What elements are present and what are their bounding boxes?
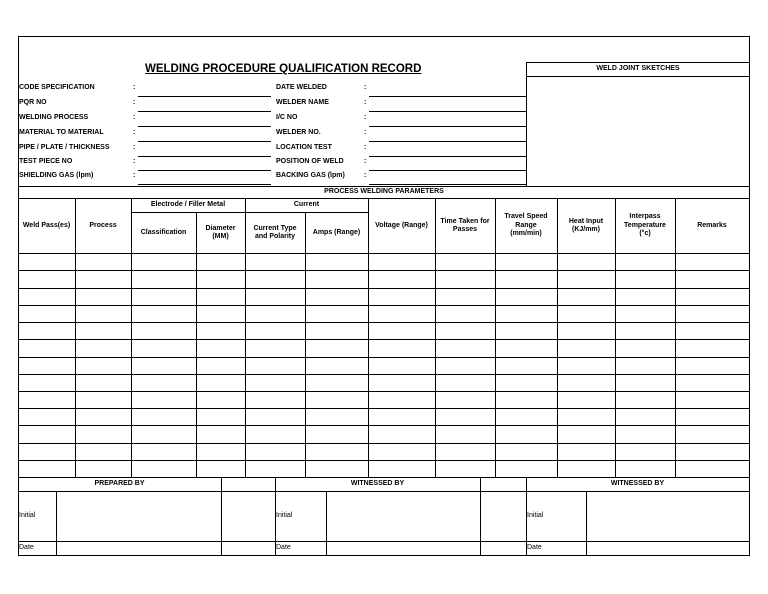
table-cell[interactable] [496, 323, 557, 339]
field-label: DATE WELDED [276, 84, 327, 91]
table-cell[interactable] [558, 358, 615, 374]
field-input[interactable] [138, 141, 270, 153]
form-title: WELDING PROCEDURE QUALIFICATION RECORD [145, 63, 422, 75]
field-colon: : [364, 84, 367, 91]
table-cell[interactable] [436, 271, 495, 288]
table-cell[interactable] [132, 254, 196, 270]
field-colon: : [364, 172, 367, 179]
travel-speed-header-line: (mm/min) [510, 230, 542, 238]
table-cell[interactable] [676, 323, 749, 339]
table-cell[interactable] [76, 392, 131, 408]
table-cell[interactable] [436, 306, 495, 322]
field-label: WELDER NAME [276, 99, 329, 106]
witnessed-by-header: WITNESSED BY [610, 479, 665, 487]
table-cell[interactable] [76, 306, 131, 322]
table-cell[interactable] [19, 392, 75, 408]
table-cell[interactable] [558, 254, 615, 270]
table-cell[interactable] [76, 461, 131, 477]
table-cell[interactable] [558, 409, 615, 425]
table-cell[interactable] [197, 323, 245, 339]
table-cell[interactable] [197, 375, 245, 391]
table-cell[interactable] [306, 271, 368, 288]
table-cell[interactable] [436, 426, 495, 443]
time-taken-header [435, 199, 495, 253]
table-cell[interactable] [676, 444, 749, 460]
interpass-temperature-header [615, 199, 675, 253]
table-cell[interactable] [19, 375, 75, 391]
table-cell[interactable] [558, 461, 615, 477]
table-cell[interactable] [76, 271, 131, 288]
field-label: SHIELDING GAS (lpm) [19, 172, 94, 179]
table-cell[interactable] [132, 323, 196, 339]
table-cell[interactable] [197, 461, 245, 477]
table-cell[interactable] [306, 289, 368, 305]
table-cell[interactable] [76, 289, 131, 305]
diameter-header [196, 213, 245, 253]
field-input[interactable] [138, 111, 270, 123]
diameter-header-line: (MM) [212, 233, 229, 240]
table-cell[interactable] [369, 254, 435, 270]
current-type-header-line: Current Type [253, 224, 297, 232]
field-colon: : [364, 114, 367, 121]
table-cell[interactable] [558, 340, 615, 357]
table-cell[interactable] [76, 426, 131, 443]
current-header: Current [293, 200, 320, 208]
table-cell[interactable] [306, 254, 368, 270]
table-cell[interactable] [369, 306, 435, 322]
table-cell[interactable] [76, 358, 131, 374]
table-cell[interactable] [558, 289, 615, 305]
rule-line [526, 62, 527, 186]
initial-label: Initial [19, 512, 36, 519]
table-cell[interactable] [19, 271, 75, 288]
table-cell[interactable] [246, 409, 305, 425]
table-cell[interactable] [616, 306, 675, 322]
field-label: BACKING GAS (lpm) [276, 172, 345, 179]
table-cell[interactable] [246, 306, 305, 322]
field-input[interactable] [138, 126, 270, 138]
classification-header: Classification [140, 228, 187, 236]
table-cell[interactable] [246, 254, 305, 270]
remarks-header: Remarks [697, 221, 727, 229]
field-label: WELDER NO. [276, 129, 321, 136]
table-cell[interactable] [306, 426, 368, 443]
table-cell[interactable] [558, 306, 615, 322]
rule-line [369, 184, 526, 185]
table-cell[interactable] [676, 375, 749, 391]
table-cell[interactable] [246, 426, 305, 443]
table-cell[interactable] [76, 444, 131, 460]
table-cell[interactable] [19, 426, 75, 443]
signature-box[interactable] [222, 478, 274, 554]
table-cell[interactable] [197, 426, 245, 443]
table-cell[interactable] [306, 323, 368, 339]
table-cell[interactable] [197, 271, 245, 288]
process-welding-parameters-header: PROCESS WELDING PARAMETERS [324, 187, 444, 195]
table-cell[interactable] [496, 254, 557, 270]
field-input[interactable] [138, 169, 270, 181]
table-cell[interactable] [558, 444, 615, 460]
heat-input-header [557, 199, 615, 253]
table-cell[interactable] [496, 444, 557, 460]
voltage-range-header: Voltage (Range) [375, 221, 428, 229]
table-cell[interactable] [246, 358, 305, 374]
table-cell[interactable] [132, 340, 196, 357]
table-cell[interactable] [369, 444, 435, 460]
rule-line [18, 186, 750, 187]
field-colon: : [133, 144, 136, 151]
table-cell[interactable] [436, 254, 495, 270]
table-cell[interactable] [246, 289, 305, 305]
table-cell[interactable] [19, 254, 75, 270]
initial-signature-field[interactable] [57, 492, 221, 540]
table-cell[interactable] [19, 409, 75, 425]
table-cell[interactable] [616, 289, 675, 305]
table-cell[interactable] [676, 254, 749, 270]
rule-line [526, 62, 750, 63]
table-cell[interactable] [496, 306, 557, 322]
initial-signature-field[interactable] [587, 492, 749, 540]
field-label: WELDING PROCESS [19, 114, 89, 121]
table-cell[interactable] [676, 271, 749, 288]
table-cell[interactable] [436, 392, 495, 408]
table-cell[interactable] [558, 375, 615, 391]
field-input[interactable] [369, 96, 525, 108]
table-cell[interactable] [496, 392, 557, 408]
field-input[interactable] [369, 155, 525, 167]
signature-box[interactable] [481, 478, 525, 554]
field-label: TEST PIECE NO [19, 158, 73, 165]
table-cell[interactable] [19, 444, 75, 460]
current-type-header [245, 213, 305, 253]
table-cell[interactable] [676, 392, 749, 408]
field-label: PQR NO [19, 99, 47, 106]
field-colon: : [364, 99, 367, 106]
field-label: POSITION OF WELD [276, 158, 344, 165]
table-cell[interactable] [369, 289, 435, 305]
travel-speed-header-line: Range [515, 221, 537, 229]
table-cell[interactable] [616, 271, 675, 288]
table-cell[interactable] [19, 323, 75, 339]
date-field[interactable] [327, 542, 480, 554]
date-field[interactable] [587, 542, 749, 554]
table-cell[interactable] [616, 358, 675, 374]
table-cell[interactable] [76, 340, 131, 357]
field-colon: : [364, 158, 367, 165]
table-cell[interactable] [76, 254, 131, 270]
table-cell[interactable] [436, 409, 495, 425]
table-cell[interactable] [369, 409, 435, 425]
table-cell[interactable] [369, 426, 435, 443]
table-cell[interactable] [369, 358, 435, 374]
field-label: LOCATION TEST [276, 144, 332, 151]
table-cell[interactable] [676, 358, 749, 374]
weld-joint-sketch-area[interactable] [528, 78, 748, 185]
table-cell[interactable] [676, 461, 749, 477]
table-cell[interactable] [132, 392, 196, 408]
field-label: CODE SPECIFICATION [19, 84, 95, 91]
table-cell[interactable] [197, 358, 245, 374]
table-cell[interactable] [616, 375, 675, 391]
time-taken-header-line: Passes [452, 226, 478, 233]
table-cell[interactable] [132, 461, 196, 477]
table-cell[interactable] [197, 306, 245, 322]
table-cell[interactable] [496, 271, 557, 288]
time-taken-header-line: Time Taken for [440, 217, 490, 225]
interpass-temperature-header-line: Temperature [624, 221, 666, 229]
table-cell[interactable] [496, 340, 557, 357]
date-label: Date [276, 544, 291, 551]
table-cell[interactable] [306, 461, 368, 477]
table-cell[interactable] [436, 358, 495, 374]
field-input[interactable] [138, 81, 270, 93]
table-cell[interactable] [306, 444, 368, 460]
field-colon: : [133, 114, 136, 121]
table-cell[interactable] [496, 289, 557, 305]
table-cell[interactable] [616, 426, 675, 443]
table-cell[interactable] [246, 444, 305, 460]
table-cell[interactable] [558, 392, 615, 408]
table-cell[interactable] [246, 375, 305, 391]
table-cell[interactable] [132, 426, 196, 443]
table-cell[interactable] [676, 409, 749, 425]
table-cell[interactable] [197, 409, 245, 425]
table-cell[interactable] [246, 461, 305, 477]
rule-line [18, 555, 750, 556]
current-type-header-line: and Polarity [254, 233, 296, 240]
table-cell[interactable] [436, 375, 495, 391]
table-cell[interactable] [558, 271, 615, 288]
date-label: Date [19, 544, 34, 551]
table-cell[interactable] [558, 426, 615, 443]
field-colon: : [133, 99, 136, 106]
rule-line [138, 184, 271, 185]
field-input[interactable] [369, 169, 525, 181]
weld-passes-header: Weld Pass(es) [22, 221, 71, 229]
field-label: I/C NO [276, 114, 298, 121]
table-cell[interactable] [369, 340, 435, 357]
table-cell[interactable] [369, 323, 435, 339]
table-cell[interactable] [369, 271, 435, 288]
field-colon: : [133, 172, 136, 179]
table-cell[interactable] [19, 340, 75, 357]
table-cell[interactable] [369, 375, 435, 391]
initial-label: Initial [276, 512, 293, 519]
travel-speed-header [495, 199, 557, 253]
table-cell[interactable] [306, 392, 368, 408]
table-cell[interactable] [76, 323, 131, 339]
weld-joint-sketches-header: WELD JOINT SKETCHES [596, 65, 680, 73]
field-colon: : [364, 129, 367, 136]
table-cell[interactable] [306, 358, 368, 374]
table-cell[interactable] [616, 444, 675, 460]
table-cell[interactable] [132, 306, 196, 322]
prepared-by-header: PREPARED BY [94, 479, 145, 487]
table-cell[interactable] [19, 289, 75, 305]
table-cell[interactable] [19, 306, 75, 322]
field-colon: : [133, 129, 136, 136]
field-label: PIPE / PLATE / THICKNESS [19, 144, 110, 151]
travel-speed-header-line: Travel Speed [504, 213, 548, 221]
table-cell[interactable] [132, 409, 196, 425]
field-input[interactable] [369, 81, 525, 93]
table-cell[interactable] [558, 323, 615, 339]
process-header: Process [89, 221, 117, 229]
field-input[interactable] [369, 111, 525, 123]
initial-label: Initial [527, 512, 544, 519]
field-input[interactable] [369, 141, 525, 153]
table-cell[interactable] [496, 375, 557, 391]
field-colon: : [364, 144, 367, 151]
table-cell[interactable] [19, 358, 75, 374]
table-cell[interactable] [246, 392, 305, 408]
table-cell[interactable] [436, 461, 495, 477]
table-cell[interactable] [436, 340, 495, 357]
table-cell[interactable] [246, 271, 305, 288]
table-cell[interactable] [616, 340, 675, 357]
table-cell[interactable] [496, 461, 557, 477]
initial-signature-field[interactable] [327, 492, 480, 540]
diameter-header-line: Diameter [205, 224, 236, 232]
table-cell[interactable] [197, 289, 245, 305]
table-cell[interactable] [369, 392, 435, 408]
table-cell[interactable] [197, 254, 245, 270]
table-cell[interactable] [306, 340, 368, 357]
table-cell[interactable] [132, 289, 196, 305]
table-cell[interactable] [132, 375, 196, 391]
table-cell[interactable] [436, 323, 495, 339]
table-cell[interactable] [19, 461, 75, 477]
table-cell[interactable] [246, 340, 305, 357]
table-cell[interactable] [369, 461, 435, 477]
field-input[interactable] [138, 155, 270, 167]
date-field[interactable] [57, 542, 221, 554]
table-cell[interactable] [496, 426, 557, 443]
table-cell[interactable] [436, 444, 495, 460]
table-cell[interactable] [132, 444, 196, 460]
table-cell[interactable] [616, 254, 675, 270]
rule-line [526, 76, 750, 77]
table-cell[interactable] [197, 340, 245, 357]
table-cell[interactable] [197, 392, 245, 408]
table-cell[interactable] [197, 444, 245, 460]
field-input[interactable] [138, 96, 270, 108]
table-cell[interactable] [676, 340, 749, 357]
interpass-temperature-header-line: (°c) [639, 230, 651, 238]
table-cell[interactable] [76, 409, 131, 425]
table-cell[interactable] [496, 409, 557, 425]
witnessed-by-header: WITNESSED BY [350, 479, 405, 487]
table-cell[interactable] [306, 375, 368, 391]
table-cell[interactable] [76, 375, 131, 391]
heat-input-header-line: Heat Input [568, 217, 604, 225]
table-cell[interactable] [676, 426, 749, 443]
table-cell[interactable] [616, 323, 675, 339]
table-cell[interactable] [132, 271, 196, 288]
field-input[interactable] [369, 126, 525, 138]
table-cell[interactable] [496, 358, 557, 374]
field-colon: : [133, 84, 136, 91]
table-cell[interactable] [306, 306, 368, 322]
table-cell[interactable] [306, 409, 368, 425]
rule-line [18, 36, 750, 37]
table-cell[interactable] [246, 323, 305, 339]
interpass-temperature-header-line: Interpass [629, 213, 661, 221]
date-label: Date [527, 544, 542, 551]
table-cell[interactable] [676, 306, 749, 322]
table-cell[interactable] [616, 409, 675, 425]
electrode-filler-metal-header: Electrode / Filler Metal [150, 200, 226, 208]
table-cell[interactable] [616, 461, 675, 477]
amps-range-header: Amps (Range) [312, 228, 361, 236]
field-label: MATERIAL TO MATERIAL [19, 129, 104, 136]
table-cell[interactable] [132, 358, 196, 374]
field-colon: : [133, 158, 136, 165]
heat-input-header-line: (KJ/mm) [571, 226, 600, 233]
table-cell[interactable] [436, 289, 495, 305]
table-cell[interactable] [616, 392, 675, 408]
table-cell[interactable] [676, 289, 749, 305]
